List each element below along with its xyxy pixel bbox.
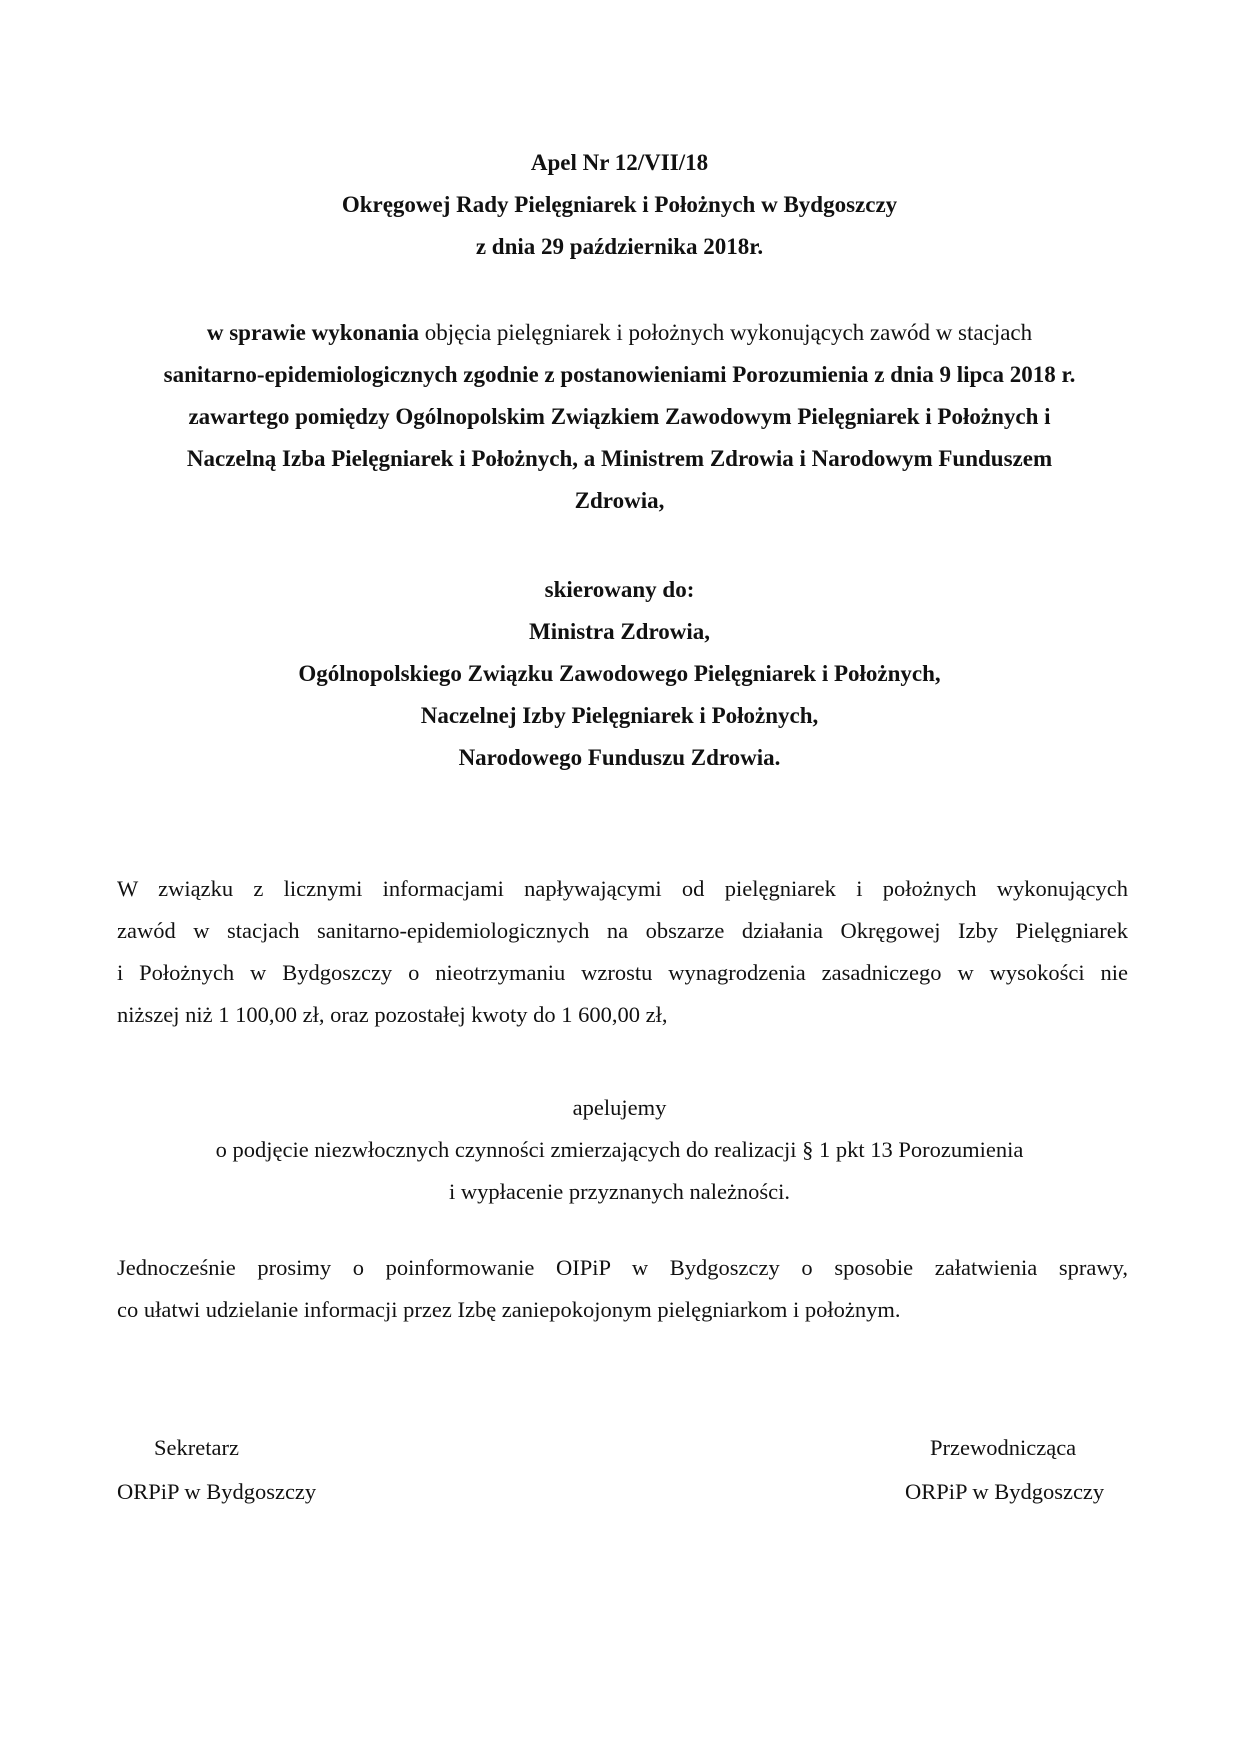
addressees-block — [0, 569, 1239, 779]
appeal-word: apelujemy — [572, 1095, 667, 1120]
intro-line: zawód w stacjach sanitarno-epidemiologicznych na obszarze działania Okręgowej Izby Pielęgniarek — [117, 918, 1128, 943]
secretary-organization: ORPiP w Bydgoszczy — [117, 1479, 317, 1504]
appeal-line-2: o podjęcie niezwłocznych czynności zmierzających do realizacji § 1 pkt 13 Porozumienia — [215, 1137, 1024, 1162]
appeal-line-3: i wypłacenie przyznanych należności. — [448, 1179, 791, 1204]
addressee-item: Ministra Zdrowia, — [528, 619, 711, 644]
appeal-block — [0, 1087, 1239, 1213]
subject-line-4: Naczelną Izba Pielęgniarek i Położnych, a Ministrem Zdrowia i Narodowym Funduszem — [186, 446, 1053, 471]
intro-line: W związku z licznymi informacjami napływającymi od pielęgniarek i położnych wykonujących — [117, 876, 1128, 901]
issuing-body: Okręgowej Rady Pielęgniarek i Położnych w Bydgoszczy — [341, 192, 898, 217]
secretary-title: Sekretarz — [154, 1435, 239, 1460]
subject-line-2: sanitarno-epidemiologicznych zgodnie z postanowieniami Porozumienia z dnia 9 lipca 2018 r. — [163, 362, 1076, 387]
closing-line: Jednocześnie prosimy o poinformowanie OIPiP w Bydgoszczy o sposobie załatwienia sprawy, — [117, 1255, 1128, 1280]
intro-line: niższej niż 1 100,00 zł, oraz pozostałej kwoty do 1 600,00 zł, — [117, 1002, 668, 1027]
addressee-item: Ogólnopolskiego Związku Zawodowego Pielęgniarek i Położnych, — [298, 661, 941, 686]
chairwoman-title: Przewodnicząca — [930, 1435, 1077, 1460]
intro-paragraph — [117, 868, 1128, 1036]
subject-line-5: Zdrowia, — [574, 488, 665, 513]
subject-line-1 — [0, 312, 1239, 354]
addressees-heading: skierowany do: — [544, 577, 695, 602]
document-date: z dnia 29 października 2018r. — [475, 234, 764, 259]
subject-line-1-rest: objęcia pielęgniarek i położnych wykonujących zawód w stacjach — [424, 320, 1033, 345]
chairwoman-organization: ORPiP w Bydgoszczy — [905, 1479, 1105, 1504]
subject-block — [0, 312, 1239, 522]
subject-line-3: zawartego pomiędzy Ogólnopolskim Związkiem Zawodowym Pielęgniarek i Położnych i — [188, 404, 1051, 429]
addressee-item: Naczelnej Izby Pielęgniarek i Położnych, — [420, 703, 819, 728]
addressee-item: Narodowego Funduszu Zdrowia. — [458, 745, 781, 770]
closing-paragraph — [117, 1247, 1128, 1331]
document-title-block — [0, 142, 1239, 268]
closing-line: co ułatwi udzielanie informacji przez Izbę zaniepokojonym pielęgniarkom i położnym. — [117, 1297, 901, 1322]
subject-prefix: w sprawie wykonania — [206, 320, 425, 345]
intro-line: i Położnych w Bydgoszczy o nieotrzymaniu wzrostu wynagrodzenia zasadniczego w wysokości nie — [117, 960, 1128, 985]
document-number: Apel Nr 12/VII/18 — [530, 150, 709, 175]
